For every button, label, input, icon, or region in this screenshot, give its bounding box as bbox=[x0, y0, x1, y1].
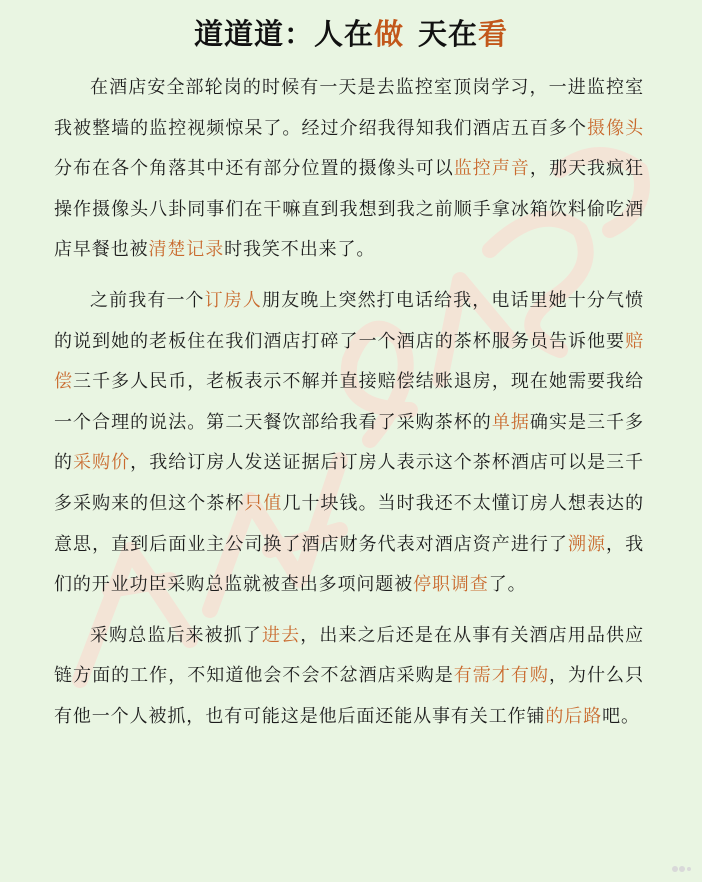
highlighted-phrase: 进去 bbox=[262, 624, 301, 646]
highlighted-phrase: 监控声音 bbox=[453, 158, 530, 180]
highlighted-phrase: 停职调查 bbox=[413, 574, 489, 596]
highlighted-phrase: 清楚记录 bbox=[148, 239, 225, 261]
paragraph bbox=[54, 616, 644, 738]
paragraph-text: ，我们的开业功臣采购总监就被查出多项问题被 bbox=[54, 533, 644, 596]
paragraph-text: 朋友晚上突然打电话给我，电话里她十分气愤的说到她的老板住在我们酒店打碎了一个酒店的茶杯服务员告诉他要 bbox=[54, 289, 645, 352]
article-title bbox=[0, 12, 702, 56]
paragraph bbox=[54, 281, 644, 606]
highlighted-phrase: 采购价 bbox=[73, 452, 131, 474]
article-body bbox=[54, 68, 644, 738]
paragraph-text: 在酒店安全部轮岗的时候有一天是去监控室顶岗学习，一进监控室我被整墙的监控视频惊呆了。经过介绍我得知我们酒店五百多个 bbox=[54, 77, 644, 139]
paragraph-text: 确实是三千多的 bbox=[54, 411, 644, 474]
title-part2: 天在 bbox=[418, 17, 479, 51]
paragraph-text: ，我给订房人发送证据后订房人表示这个茶杯酒店可以是三千多采购来的但这个茶杯 bbox=[54, 452, 644, 514]
paragraph-text: 分布在各个角落其中还有部分位置的摄像头可以 bbox=[54, 158, 454, 180]
paragraph-text: ，出来之后还是在从事有关酒店用品供应链方面的工作，不知道他会不会不忿酒店采购是 bbox=[54, 624, 644, 687]
paragraph-text: 几十块钱。当时我还不太懂订房人想表达的意思，直到后面业主公司换了酒店财务代表对酒店资产进行了 bbox=[54, 492, 644, 555]
paragraph-text: ，那天我疯狂操作摄像头八卦同事们在干嘛直到我想到我之前顺手拿冰箱饮料偷吃酒店早餐也被 bbox=[54, 158, 645, 261]
highlighted-phrase: 的后路 bbox=[545, 705, 603, 727]
highlighted-phrase: 溯源 bbox=[567, 533, 607, 555]
paragraph bbox=[54, 68, 644, 271]
paragraph-text: 时我笑不出来了。 bbox=[224, 239, 376, 261]
paragraph-text: 采购总监后来被抓了 bbox=[90, 624, 262, 646]
highlighted-phrase: 赔偿 bbox=[54, 330, 644, 393]
corner-logo-icon bbox=[670, 862, 692, 876]
highlighted-phrase: 订房人 bbox=[204, 289, 263, 311]
paragraph-text: 之前我有一个 bbox=[90, 289, 205, 311]
paragraph-text: ，为什么只有他一个人被抓，也有可能这是他后面还能从事有关工作铺 bbox=[54, 665, 644, 727]
paragraph-text: 了。 bbox=[488, 574, 527, 596]
highlighted-phrase: 只值 bbox=[244, 492, 283, 514]
title-part1: 人在 bbox=[313, 17, 374, 51]
paragraph-text: 三千多人民币，老板表示不解并直接赔偿结账退房，现在她需要我给一个合理的说法。第二天餐饮部给我看了采购茶杯的 bbox=[54, 371, 645, 433]
title-prefix: 道道道： bbox=[193, 17, 314, 51]
paragraph-text: 吧。 bbox=[602, 705, 640, 727]
title-part2-accent: 看 bbox=[478, 17, 509, 51]
highlighted-phrase: 有需才有购 bbox=[453, 665, 549, 687]
title-part1-accent: 做 bbox=[373, 17, 404, 51]
highlighted-phrase: 单据 bbox=[491, 411, 530, 433]
highlighted-phrase: 摄像头 bbox=[587, 117, 645, 139]
